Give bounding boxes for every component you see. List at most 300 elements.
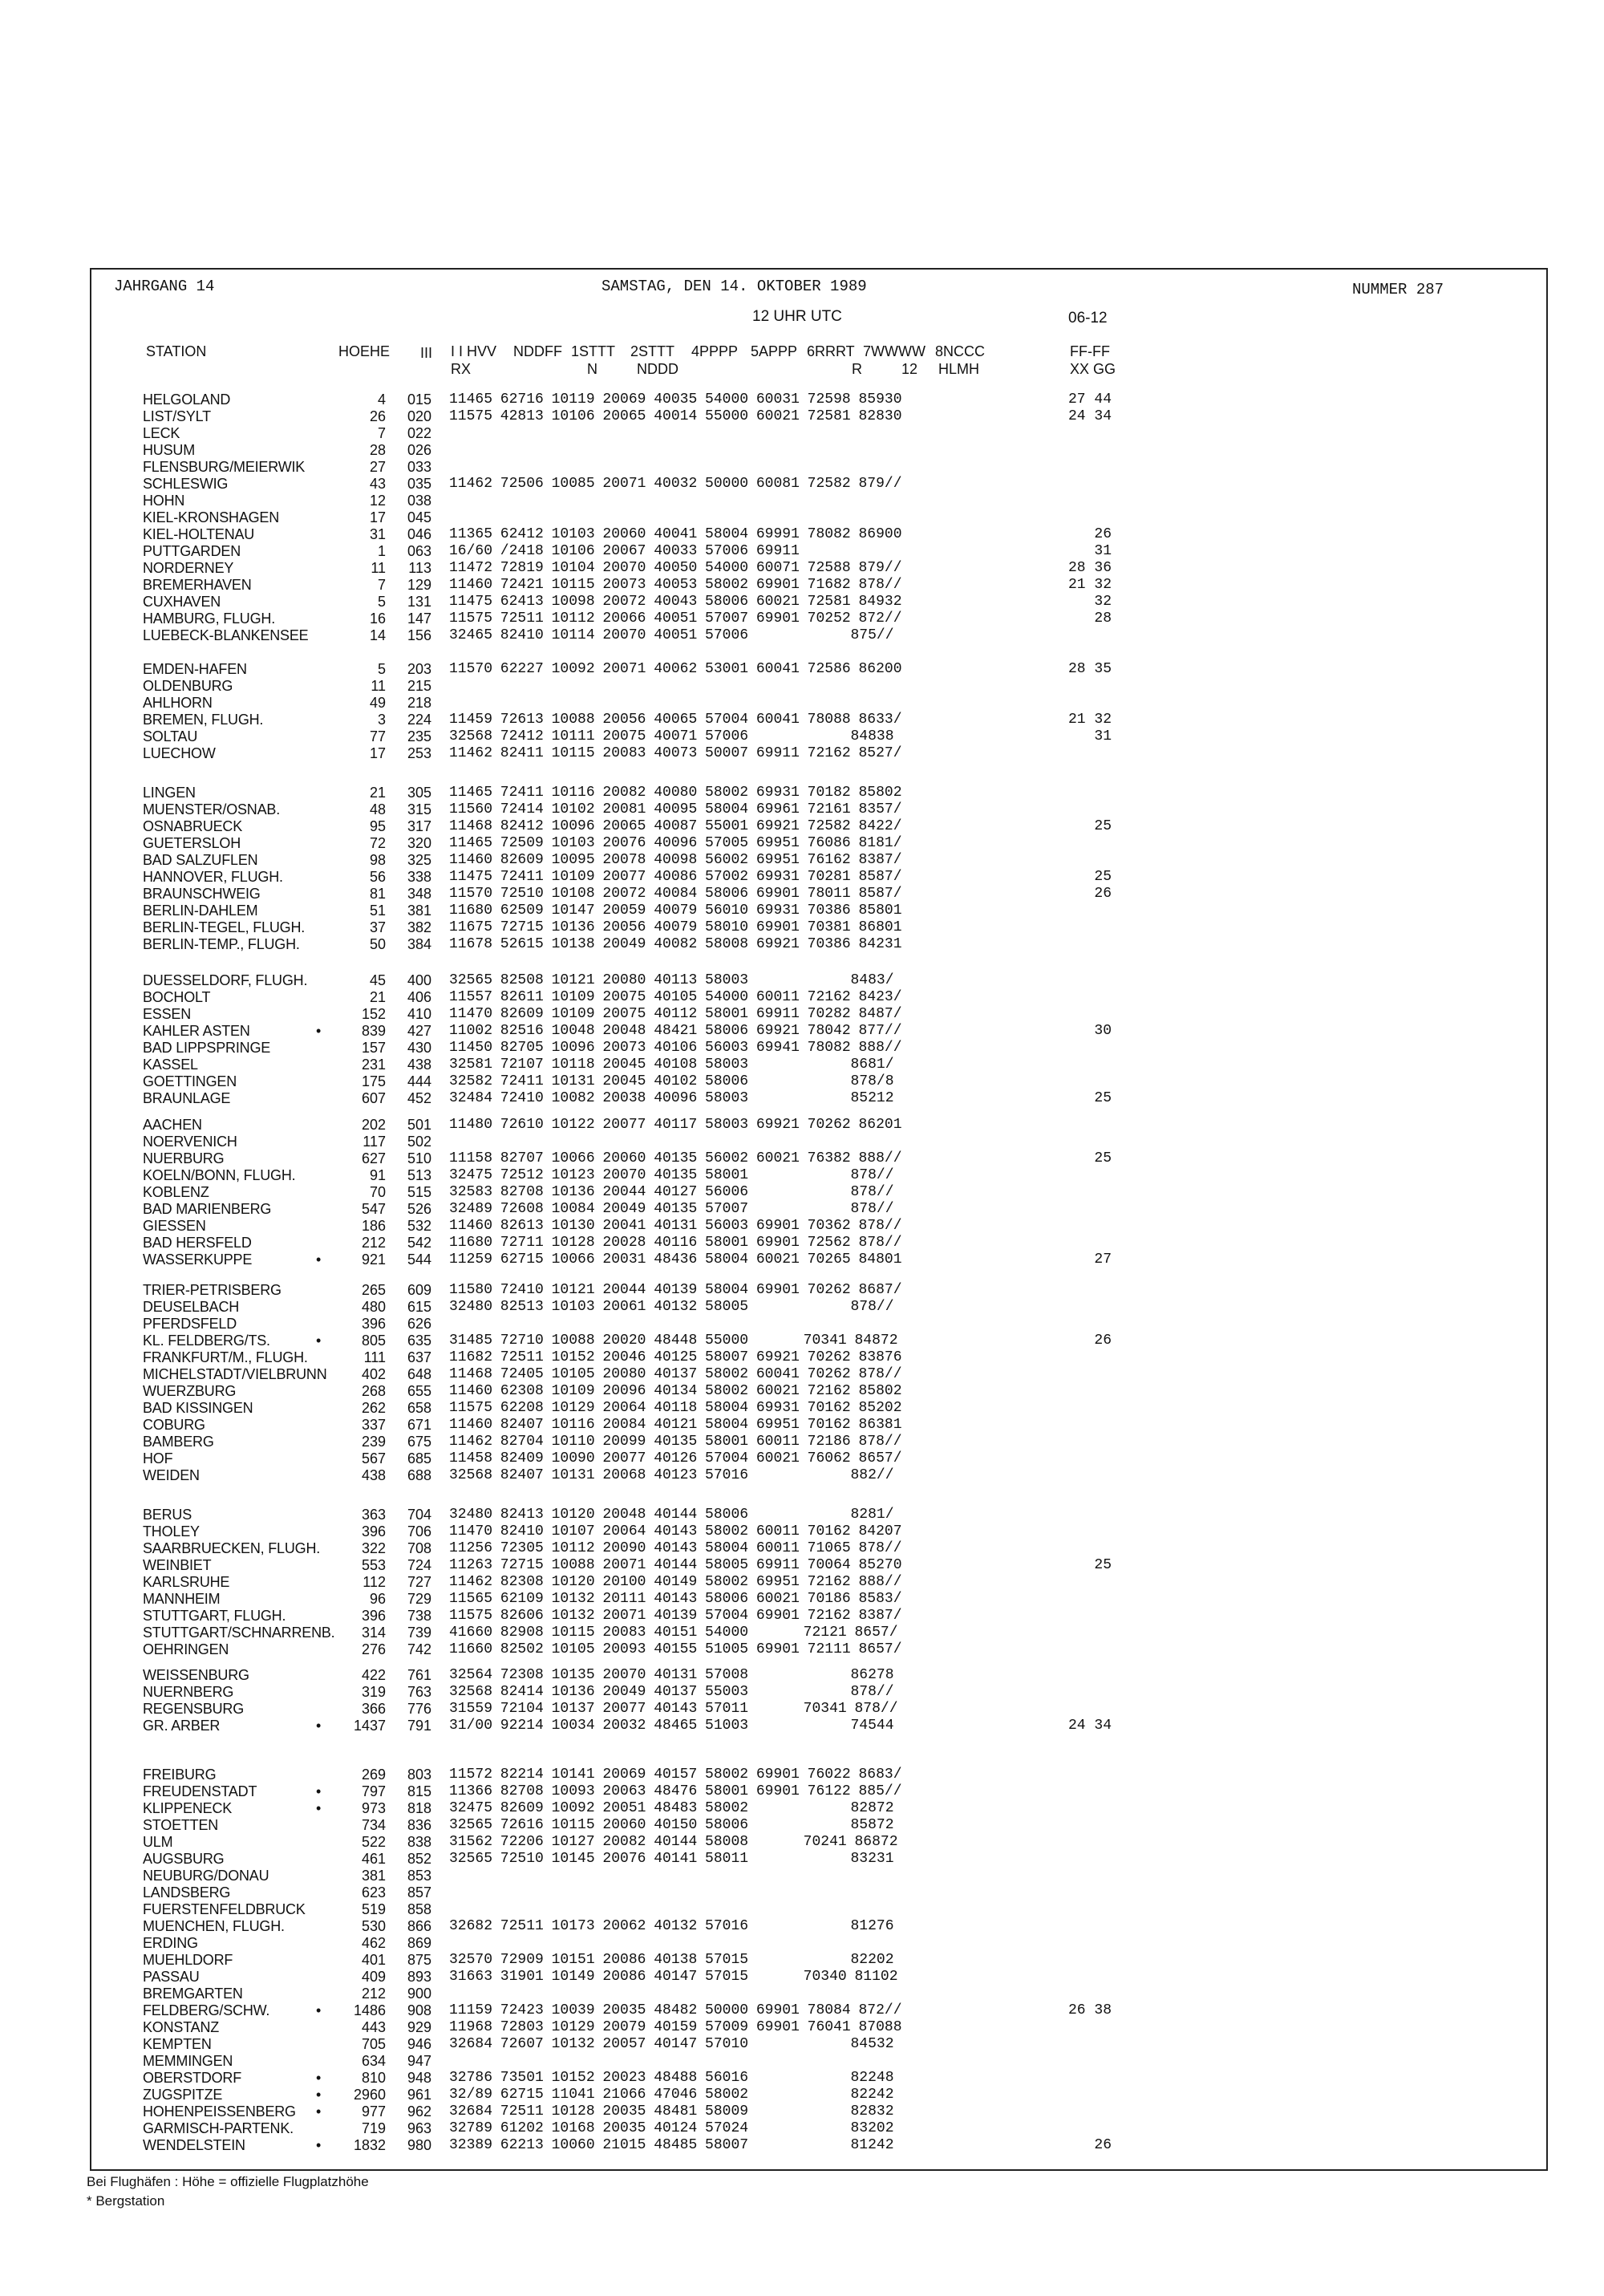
table-row (91, 2103, 1546, 2120)
station-height: 43 (369, 476, 386, 492)
synop-groups: 11470 82609 10109 20075 40112 58001 69911 70282 8487/ (449, 1006, 902, 1022)
synop-groups: 11462 82704 10110 20099 40135 58001 60011 72186 878// (449, 1434, 902, 1450)
station-index: 729 (407, 1591, 431, 1607)
station-name: KLIPPENECK (143, 1800, 233, 1816)
mountain-station-marker: • (316, 1783, 322, 1799)
station-index: 410 (407, 1006, 431, 1022)
station-height: 37 (369, 919, 386, 935)
table-row (91, 2036, 1546, 2053)
station-height: 422 (361, 1667, 386, 1683)
station-name: LINGEN (143, 785, 196, 801)
table-row (91, 785, 1546, 801)
col-hoehe: HOEHE (338, 343, 391, 359)
station-name: DEUSELBACH (143, 1299, 240, 1315)
station-height: 28 (369, 442, 386, 458)
table-row (91, 695, 1546, 712)
station-name: OSNABRUECK (143, 818, 243, 834)
station-name: WEINBIET (143, 1557, 212, 1573)
station-index: 542 (407, 1235, 431, 1251)
station-name: LUECHOW (143, 745, 216, 761)
station-name: KAHLER ASTEN (143, 1023, 250, 1039)
station-height: 402 (361, 1366, 386, 1382)
table-row (91, 1150, 1546, 1167)
table-row (91, 1608, 1546, 1625)
station-index: 035 (407, 476, 431, 492)
station-index: 962 (407, 2103, 431, 2120)
station-index: 980 (407, 2137, 431, 2153)
synop-groups: 11565 62109 10132 20111 40143 58006 60021 70186 8583/ (449, 1591, 902, 1607)
station-height: 623 (361, 1884, 386, 1900)
synop-groups: 31559 72104 10137 20077 40143 57011 70341 878// (449, 1701, 898, 1717)
synop-groups: 31663 31901 10149 20086 40147 57015 70340 81102 (449, 1969, 898, 1985)
station-height: 461 (361, 1851, 386, 1867)
gust-values: 25 (1068, 869, 1112, 885)
gust-values: 30 (1068, 1023, 1112, 1039)
mountain-station-marker: • (316, 2103, 322, 2120)
station-name: BAD SALZUFLEN (143, 852, 258, 868)
station-index: 739 (407, 1625, 431, 1641)
table-row (91, 1316, 1546, 1333)
synop-groups: 11460 62308 10109 20096 40134 58002 60021 72162 85802 (449, 1383, 902, 1399)
gust-values: 26 (1068, 526, 1112, 542)
table-row (91, 391, 1546, 408)
synop-groups: 32565 82508 10121 20080 40113 58003 8483/ (449, 972, 894, 988)
station-name: BRAUNLAGE (143, 1090, 231, 1106)
col-4pppp: 4PPPP (691, 343, 739, 359)
synop-groups: 11660 82502 10105 20093 40155 51005 69901 72111 8657/ (449, 1641, 902, 1657)
gust-values: 25 (1068, 1557, 1112, 1573)
station-name: MUENCHEN, FLUGH. (143, 1918, 285, 1934)
table-row (91, 1986, 1546, 2002)
station-height: 11 (371, 560, 386, 576)
table-row (91, 712, 1546, 728)
station-index: 317 (407, 818, 431, 834)
station-index: 609 (407, 1282, 431, 1298)
synop-groups: 11580 72410 10121 20044 40139 58004 69901 70262 8687/ (449, 1282, 902, 1298)
table-row (91, 886, 1546, 903)
col-station: STATION (146, 343, 207, 359)
station-name: BERLIN-DAHLEM (143, 903, 258, 919)
station-name: BREMERHAVEN (143, 577, 252, 593)
station-name: KASSEL (143, 1057, 198, 1073)
station-index: 761 (407, 1667, 431, 1683)
station-index: 648 (407, 1366, 431, 1382)
station-name: HELGOLAND (143, 391, 231, 408)
station-index: 655 (407, 1383, 431, 1399)
gust-values: 24 34 (1068, 408, 1112, 424)
synop-groups: 32583 82708 10136 20044 40127 56006 878// (449, 1184, 894, 1200)
station-index: 706 (407, 1523, 431, 1539)
col-6rrrt: 6RRRT (807, 343, 855, 359)
mountain-station-marker: • (316, 1023, 322, 1039)
station-index: 427 (407, 1023, 431, 1039)
station-index: 325 (407, 852, 431, 868)
table-row (91, 526, 1546, 543)
station-name: BOCHOLT (143, 989, 211, 1005)
mountain-station-marker: • (316, 1251, 322, 1268)
station-index: 253 (407, 745, 431, 761)
synop-groups: 11470 82410 10107 20064 40143 58002 60011 70162 84207 (449, 1523, 902, 1539)
station-index: 045 (407, 509, 431, 525)
table-row (91, 1434, 1546, 1450)
table-row (91, 408, 1546, 425)
station-index: 929 (407, 2019, 431, 2035)
station-index: 502 (407, 1134, 431, 1150)
station-name: KOELN/BONN, FLUGH. (143, 1167, 296, 1183)
station-index: 384 (407, 936, 431, 952)
station-height: 16 (369, 611, 386, 627)
synop-groups: 11450 82705 10096 20073 40106 56003 69941 78082 888// (449, 1040, 902, 1056)
station-index: 742 (407, 1641, 431, 1657)
table-row (91, 1090, 1546, 1107)
station-height: 480 (361, 1299, 386, 1315)
table-row (91, 2002, 1546, 2019)
synop-groups: 11465 72509 10103 20076 40096 57005 69951 76086 8181/ (449, 835, 902, 851)
table-row (91, 459, 1546, 476)
footnote-airports: Bei Flughäfen : Höhe = offizielle Flugplatzhöhe (87, 2174, 369, 2189)
station-index: 156 (407, 627, 431, 643)
table-row (91, 852, 1546, 869)
station-height: 72 (369, 835, 386, 851)
station-height: 50 (369, 936, 386, 952)
station-height: 805 (361, 1333, 386, 1349)
table-row (91, 1540, 1546, 1557)
table-row (91, 1817, 1546, 1834)
station-index: 961 (407, 2087, 431, 2103)
station-height: 322 (361, 1540, 386, 1556)
mountain-station-marker: • (316, 2002, 322, 2018)
table-row (91, 627, 1546, 644)
table-row (91, 2087, 1546, 2103)
station-height: 27 (369, 459, 386, 475)
station-index: 675 (407, 1434, 431, 1450)
station-height: 239 (361, 1434, 386, 1450)
station-index: 382 (407, 919, 431, 935)
station-height: 77 (369, 728, 386, 744)
station-name: FUERSTENFELDBRUCK (143, 1901, 306, 1917)
table-row (91, 1417, 1546, 1434)
synop-groups: 11256 72305 10112 20090 40143 58004 60011 71065 878// (449, 1540, 902, 1556)
col-5appp: 5APPP (751, 343, 798, 359)
station-index: 020 (407, 408, 431, 424)
synop-groups: 11475 62413 10098 20072 40043 58006 60021 72581 84932 (449, 594, 902, 610)
table-row (91, 919, 1546, 936)
table-row (91, 2019, 1546, 2036)
station-name: WASSERKUPPE (143, 1251, 253, 1268)
col-nddff: NDDFF (513, 343, 562, 359)
table-row (91, 493, 1546, 509)
station-height: 973 (361, 1800, 386, 1816)
table-row (91, 2070, 1546, 2087)
synop-groups: 11462 72506 10085 20071 40032 50000 60081 72582 879// (449, 476, 902, 492)
synop-groups: 32480 82513 10103 20061 40132 58005 878// (449, 1299, 894, 1315)
station-name: BREMGARTEN (143, 1986, 243, 2002)
gust-values: 28 (1068, 611, 1112, 627)
table-row (91, 1851, 1546, 1868)
synop-groups: 31562 72206 10127 20082 40144 58008 70241 86872 (449, 1834, 898, 1850)
mountain-station-marker: • (316, 1800, 322, 1816)
station-name: OEHRINGEN (143, 1641, 229, 1657)
table-row (91, 818, 1546, 835)
station-index: 866 (407, 1918, 431, 1934)
table-row (91, 1625, 1546, 1641)
station-index: 685 (407, 1450, 431, 1466)
station-name: KOBLENZ (143, 1184, 209, 1200)
gust-values: 32 (1068, 594, 1112, 610)
station-height: 26 (369, 408, 386, 424)
station-height: 17 (369, 509, 386, 525)
col-12: 12 (901, 361, 918, 377)
station-height: 462 (361, 1935, 386, 1951)
station-name: LIST/SYLT (143, 408, 211, 424)
station-name: MANNHEIM (143, 1591, 221, 1607)
col-rx: RX (451, 361, 472, 377)
synop-groups: 11002 82516 10048 20048 48421 58006 69921 78042 877// (449, 1023, 902, 1039)
station-index: 948 (407, 2070, 431, 2086)
station-index: 869 (407, 1935, 431, 1951)
station-name: GR. ARBER (143, 1718, 221, 1734)
station-name: KARLSRUHE (143, 1574, 230, 1590)
station-height: 438 (361, 1467, 386, 1483)
station-height: 797 (361, 1783, 386, 1799)
station-name: STUTTGART, FLUGH. (143, 1608, 286, 1624)
synop-groups: 32682 72511 10173 20062 40132 57016 81276 (449, 1918, 894, 1934)
gust-values: 21 32 (1068, 577, 1112, 593)
station-height: 5 (377, 661, 386, 677)
station-index: 438 (407, 1057, 431, 1073)
station-name: LUEBECK-BLANKENSEE (143, 627, 309, 643)
station-name: KEMPTEN (143, 2036, 212, 2052)
col-nddd: NDDD (637, 361, 678, 377)
station-height: 91 (369, 1167, 386, 1183)
gust-values: 27 44 (1068, 391, 1112, 408)
station-index: 526 (407, 1201, 431, 1217)
station-name: WEISSENBURG (143, 1667, 249, 1683)
station-index: 501 (407, 1117, 431, 1133)
station-index: 838 (407, 1834, 431, 1850)
table-row (91, 1299, 1546, 1316)
station-index: 532 (407, 1218, 431, 1234)
station-height: 48 (369, 801, 386, 817)
table-row (91, 1834, 1546, 1851)
station-index: 033 (407, 459, 431, 475)
station-index: 046 (407, 526, 431, 542)
station-height: 212 (361, 1986, 386, 2002)
station-name: KONSTANZ (143, 2019, 220, 2035)
station-index: 320 (407, 835, 431, 851)
synop-groups: 11682 72511 10152 20046 40125 58007 69921 70262 83876 (449, 1349, 902, 1365)
mountain-station-marker: • (316, 1333, 322, 1349)
gust-values: 26 (1068, 886, 1112, 902)
station-height: 719 (361, 2120, 386, 2136)
synop-groups: 32582 72411 10131 20045 40102 58006 878/8 (449, 1073, 894, 1089)
issue-number: NUMMER 287 (1352, 281, 1444, 298)
station-name: AHLHORN (143, 695, 213, 711)
synop-groups: 32568 82407 10131 20068 40123 57016 882// (449, 1467, 894, 1483)
synop-groups: 32565 72510 10145 20076 40141 58011 83231 (449, 1851, 894, 1867)
station-index: 688 (407, 1467, 431, 1483)
station-name: BERUS (143, 1507, 192, 1523)
station-index: 852 (407, 1851, 431, 1867)
table-row (91, 903, 1546, 919)
station-height: 1437 (353, 1718, 386, 1734)
synop-groups: 11968 72803 10129 20079 40159 57009 69901 76041 87088 (449, 2019, 902, 2035)
station-height: 810 (361, 2070, 386, 2086)
table-row (91, 1952, 1546, 1969)
synop-groups: 11472 72819 10104 20070 40050 54000 60071 72588 879// (449, 560, 902, 576)
station-index: 963 (407, 2120, 431, 2136)
station-name: GARMISCH-PARTENK. (143, 2120, 294, 2136)
col-7wwww: 7WWWW (863, 343, 926, 359)
synop-groups: 32564 72308 10135 20070 40131 57008 86278 (449, 1667, 894, 1683)
station-index: 671 (407, 1417, 431, 1433)
report-date: SAMSTAG, DEN 14. OKTOBER 1989 (602, 278, 867, 295)
table-row (91, 1073, 1546, 1090)
gust-values: 25 (1068, 1150, 1112, 1166)
station-index: 626 (407, 1316, 431, 1332)
synop-groups: 32389 62213 10060 21015 48485 58007 81242 (449, 2137, 894, 2153)
synop-groups: 11465 62716 10119 20069 40035 54000 60031 72598 85930 (449, 391, 902, 408)
station-index: 875 (407, 1952, 431, 1968)
station-name: FRANKFURT/M., FLUGH. (143, 1349, 308, 1365)
station-height: 363 (361, 1507, 386, 1523)
station-index: 038 (407, 493, 431, 509)
station-name: LECK (143, 425, 180, 441)
station-height: 443 (361, 2019, 386, 2035)
station-name: AACHEN (143, 1117, 202, 1133)
station-height: 409 (361, 1969, 386, 1985)
station-index: 022 (407, 425, 431, 441)
col-hlmh: HLMH (938, 361, 980, 377)
station-name: FELDBERG/SCHW. (143, 2002, 270, 2018)
station-index: 315 (407, 801, 431, 817)
station-name: NUERBURG (143, 1150, 225, 1166)
station-name: AUGSBURG (143, 1851, 225, 1867)
synop-groups: 11460 82407 10116 20084 40121 58004 69951 70162 86381 (449, 1417, 902, 1433)
station-height: 366 (361, 1701, 386, 1717)
table-row (91, 1641, 1546, 1658)
station-index: 544 (407, 1251, 431, 1268)
station-index: 900 (407, 1986, 431, 2002)
station-index: 381 (407, 903, 431, 919)
table-row (91, 2120, 1546, 2137)
station-name: NUERNBERG (143, 1684, 234, 1700)
station-height: 5 (377, 594, 386, 610)
col-2sttt: 2STTT (630, 343, 675, 359)
station-index: 015 (407, 391, 431, 408)
synop-groups: 11475 72411 10109 20077 40086 57002 69931 70281 8587/ (449, 869, 902, 885)
synop-groups: 16/60 /2418 10106 20067 40033 57006 69911 (449, 543, 800, 559)
synop-groups: 32/89 62715 11041 21066 47046 58002 82242 (449, 2087, 894, 2103)
col-1sttt: 1STTT (571, 343, 616, 359)
station-height: 70 (369, 1184, 386, 1200)
station-height: 152 (361, 1006, 386, 1022)
synop-groups: 11680 62509 10147 20059 40079 56010 69931 70386 85801 (449, 903, 902, 919)
station-index: 510 (407, 1150, 431, 1166)
synop-groups: 11570 62227 10092 20071 40062 53001 60041 72586 86200 (449, 661, 902, 677)
station-index: 305 (407, 785, 431, 801)
station-index: 893 (407, 1969, 431, 1985)
station-index: 406 (407, 989, 431, 1005)
station-name: PASSAU (143, 1969, 200, 1985)
synop-groups: 11572 82214 10141 20069 40157 58002 69901 76022 8683/ (449, 1767, 902, 1783)
station-height: 627 (361, 1150, 386, 1166)
station-height: 12 (369, 493, 386, 509)
station-name: OLDENBURG (143, 678, 233, 694)
station-index: 348 (407, 886, 431, 902)
station-name: MICHELSTADT/VIELBRUNN (143, 1366, 327, 1382)
station-index: 738 (407, 1608, 431, 1624)
station-height: 921 (361, 1251, 386, 1268)
synop-groups: 11480 72610 10122 20077 40117 58003 69921 70262 86201 (449, 1117, 902, 1133)
table-row (91, 1969, 1546, 1986)
station-height: 276 (361, 1641, 386, 1657)
station-height: 381 (361, 1868, 386, 1884)
station-height: 202 (361, 1117, 386, 1133)
station-height: 95 (369, 818, 386, 834)
station-name: HOHENPEISSENBERG (143, 2103, 296, 2120)
station-height: 2960 (353, 2087, 386, 2103)
table-row (91, 1282, 1546, 1299)
synop-groups: 32475 82609 10092 20051 48483 58002 82872 (449, 1800, 894, 1816)
station-index: 224 (407, 712, 431, 728)
station-name: BRAUNSCHWEIG (143, 886, 261, 902)
station-name: HOHN (143, 493, 185, 509)
synop-groups: 32789 61202 10168 20035 40124 57024 83202 (449, 2120, 894, 2136)
table-row (91, 1201, 1546, 1218)
station-index: 515 (407, 1184, 431, 1200)
table-row (91, 1040, 1546, 1057)
synop-groups: 32786 73501 10152 20023 48488 56016 82248 (449, 2070, 894, 2086)
station-name: BREMEN, FLUGH. (143, 712, 264, 728)
col-iii: III (420, 345, 433, 361)
synop-groups: 11560 72414 10102 20081 40095 58004 69961 72161 8357/ (449, 801, 902, 817)
station-height: 1 (377, 543, 386, 559)
table-row (91, 1901, 1546, 1918)
table-row (91, 1783, 1546, 1800)
station-height: 45 (369, 972, 386, 988)
table-row (91, 1884, 1546, 1901)
table-row (91, 801, 1546, 818)
station-name: NORDERNEY (143, 560, 234, 576)
utc-time: 12 UHR UTC (752, 308, 842, 325)
station-index: 215 (407, 678, 431, 694)
station-name: NOERVENICH (143, 1134, 237, 1150)
synop-groups: 31/00 92214 10034 20032 48465 51003 74544 (449, 1718, 894, 1734)
station-height: 396 (361, 1316, 386, 1332)
station-height: 3 (377, 712, 386, 728)
station-index: 235 (407, 728, 431, 744)
table-row (91, 936, 1546, 953)
station-height: 81 (369, 886, 386, 902)
station-name: HUSUM (143, 442, 195, 458)
synop-groups: 11468 72405 10105 20080 40137 58002 60041 70262 878// (449, 1366, 902, 1382)
table-row (91, 577, 1546, 594)
table-row (91, 1718, 1546, 1734)
mountain-station-marker: • (316, 2137, 322, 2153)
station-index: 947 (407, 2053, 431, 2069)
table-row (91, 1184, 1546, 1201)
station-height: 319 (361, 1684, 386, 1700)
station-height: 396 (361, 1608, 386, 1624)
table-row (91, 1523, 1546, 1540)
period-label: 06-12 (1068, 310, 1108, 327)
synop-groups: 11458 82409 10090 20077 40126 57004 60021 76062 8657/ (449, 1450, 902, 1466)
synop-groups: 32570 72909 10151 20086 40138 57015 82202 (449, 1952, 894, 1968)
station-name: MUENSTER/OSNAB. (143, 801, 281, 817)
table-row (91, 2053, 1546, 2070)
station-height: 17 (369, 745, 386, 761)
